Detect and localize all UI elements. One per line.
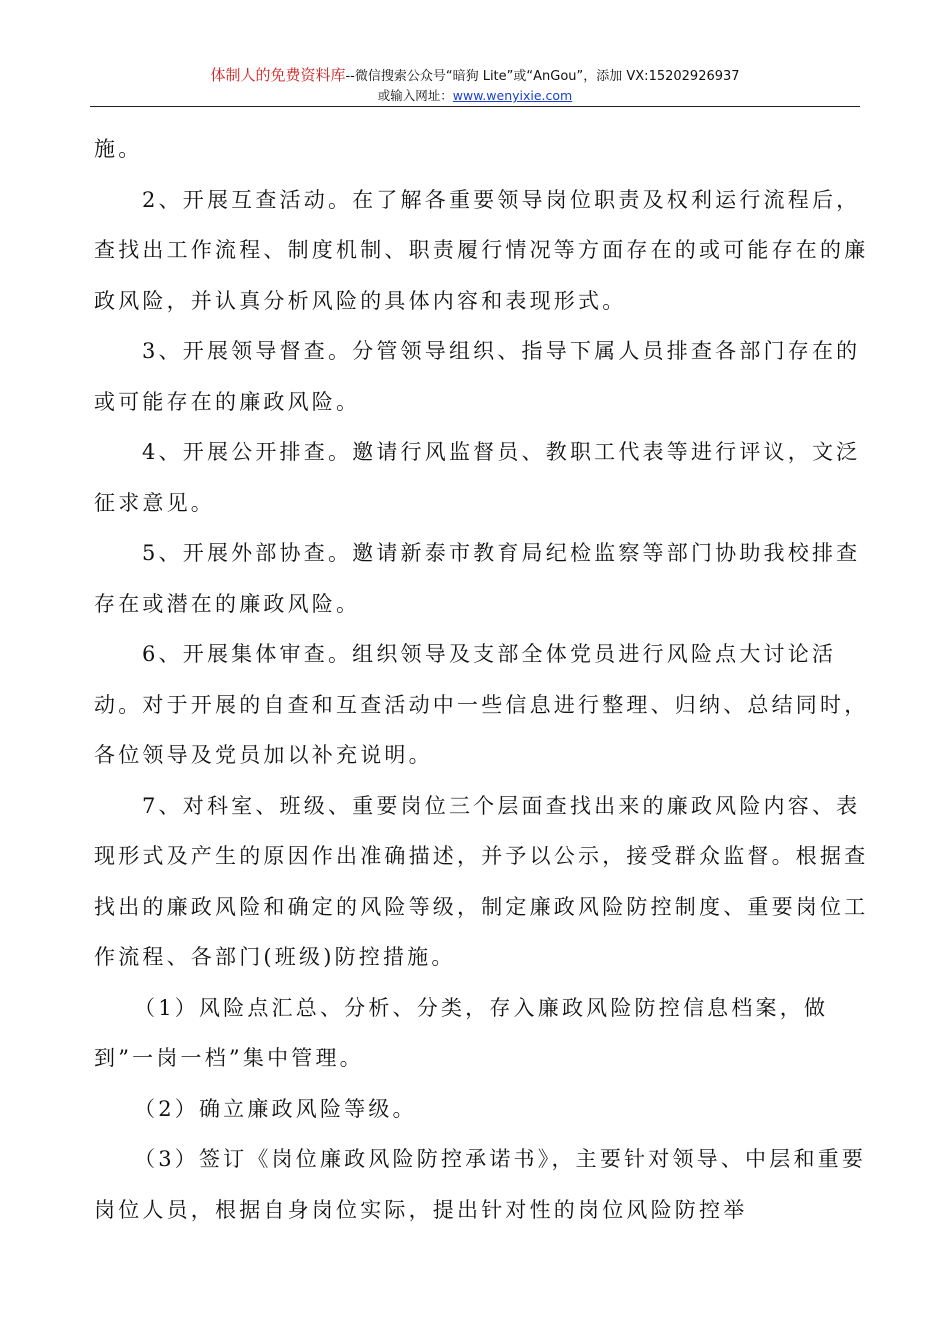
paragraph-subitem-3: （3）签订《岗位廉政风险防控承诺书》，主要针对领导、中层和重要岗位人员，根据自身岗位实际，提出针对性的岗位风险防控举	[94, 1147, 867, 1222]
paragraph-item-5: 5、开展外部协查。邀请新泰市教育局纪检监察等部门协助我校排查存在或潜在的廉政风险。	[94, 541, 861, 616]
paragraph-item-3: 3、开展领导督查。分管领导组织、指导下属人员排查各部门存在的或可能存在的廉政风险。	[94, 339, 861, 414]
paragraph-continuation: 施。	[94, 137, 143, 161]
header-brand: 体制人的免费资料库	[210, 66, 346, 84]
paragraph-subitem-2: （2）确立廉政风险等级。	[134, 1096, 417, 1121]
header-line-1	[0, 66, 950, 86]
paragraph-item-4: 4、开展公开排查。邀请行风监督员、教职工代表等进行评议，文泛征求意见。	[94, 440, 861, 515]
page-header	[0, 66, 950, 104]
header-divider	[90, 106, 860, 107]
paragraph-item-6: 6、开展集体审查。组织领导及支部全体党员进行风险点大讨论活动。对于开展的自查和互查活动中一些信息进行整理、归纳、总结同时，各位领导及党员加以补充说明。	[94, 642, 869, 767]
header-info: --微信搜索公众号“暗狗 Lite”或“AnGou”，添加 VX:15202926937	[345, 69, 740, 84]
header-url-label: 或输入网址：	[377, 88, 453, 103]
header-line-2	[0, 88, 950, 104]
paragraph-item-2: 2、开展互查活动。在了解各重要领导岗位职责及权利运行流程后，查找出工作流程、制度机制、职责履行情况等方面存在的或可能存在的廉政风险，并认真分析风险的具体内容和表现形式。	[94, 187, 869, 313]
paragraph-subitem-1: （1）风险点汇总、分析、分类，存入廉政风险防控信息档案，做到”一岗一档”集中管理。	[94, 995, 829, 1070]
header-url-link[interactable]: www.wenyixie.com	[452, 88, 573, 103]
paragraph-item-7: 7、对科室、班级、重要岗位三个层面查找出来的廉政风险内容、表现形式及产生的原因作出准确描述，并予以公示，接受群众监督。根据查找出的廉政风险和确定的风险等级，制定廉政风险防控制度、重要岗位工作流程、各部门(班级)防控措施。	[94, 793, 869, 969]
document-body	[94, 124, 870, 1235]
